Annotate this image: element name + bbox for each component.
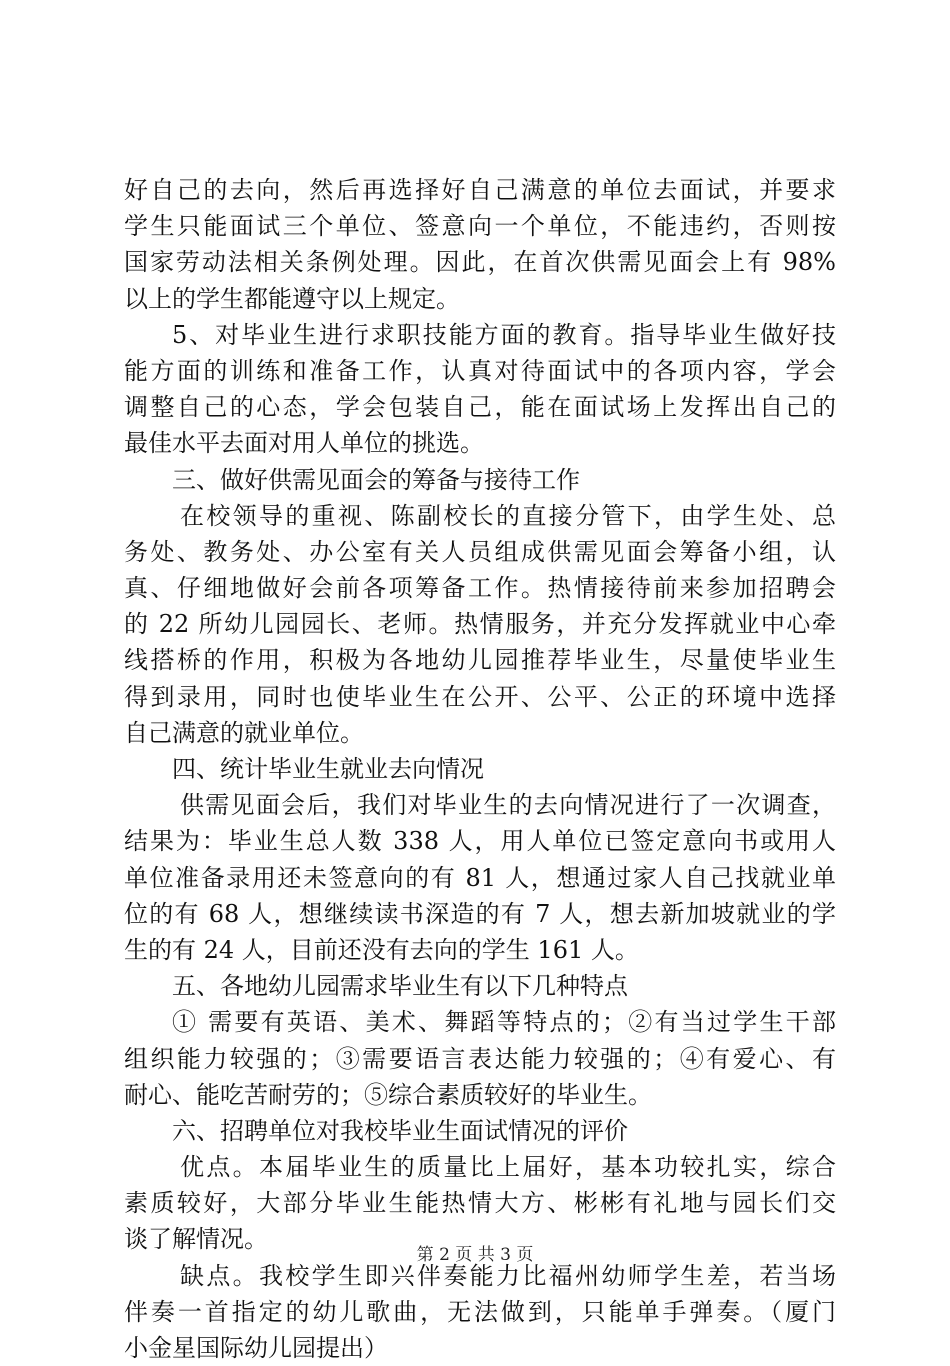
text-line: 组织能力较强的；③需要语言表达能力较强的；④有爱心、有 [124,1044,836,1073]
section-heading: 四、统计毕业生就业去向情况 [172,755,484,783]
text-line: 在校领导的重视、陈副校长的直接分管下，由学生处、总 [180,501,836,530]
text-line: 供需见面会后，我们对毕业生的去向情况进行了一次调查， [180,791,836,820]
text-line: 耐心、能吃苦耐劳的；⑤综合素质较好的毕业生。 [124,1080,652,1109]
section-heading: 三、做好供需见面会的筹备与接待工作 [172,465,580,494]
text-line: 最佳水平去面对用人单位的挑选。 [124,429,484,458]
section-heading: 六、招聘单位对我校毕业生面试情况的评价 [172,1116,628,1145]
text-line: 学生只能面试三个单位、签意向一个单位，不能违约，否则按 [124,212,836,241]
text-line: 5、对毕业生进行求职技能方面的教育。指导毕业生做好技 [172,320,836,349]
text-line: 调整自己的心态，学会包装自己，能在面试场上发挥出自己的 [124,393,836,422]
text-line: 小金星国际幼儿园提出） [124,1334,388,1362]
text-line: 自己满意的就业单位。 [124,718,364,747]
text-line: 结果为：毕业生总人数 338 人，用人单位已签定意向书或用人 [124,827,836,856]
document-body [124,172,836,1366]
text-line: 能方面的训练和准备工作，认真对待面试中的各项内容，学会 [124,356,836,385]
text-line: 国家劳动法相关条例处理。因此，在首次供需见面会上有 98% [124,248,836,277]
text-line: 优点。本届毕业生的质量比上届好，基本功较扎实，综合 [180,1153,836,1182]
text-line: 得到录用，同时也使毕业生在公开、公平、公正的环境中选择 [124,682,836,711]
section-heading: 五、各地幼儿园需求毕业生有以下几种特点 [172,972,628,1001]
text-line: 线搭桥的作用，积极为各地幼儿园推荐毕业生，尽量使毕业生 [124,646,836,675]
text-line: 单位准备录用还未签意向的有 81 人，想通过家人自己找就业单 [124,863,836,892]
text-line: 谈了解情况。 [124,1225,268,1254]
text-line: 伴奏一首指定的幼儿歌曲，无法做到，只能单手弹奏。（厦门 [124,1297,836,1326]
text-line: 好自己的去向，然后再选择好自己满意的单位去面试，并要求 [124,176,836,204]
text-line: ① 需要有英语、美术、舞蹈等特点的；②有当过学生干部 [172,1008,836,1037]
page-footer: 第 2 页 共 3 页 [416,1245,534,1265]
text-line: 真、仔细地做好会前各项筹备工作。热情接待前来参加招聘会 [124,574,836,603]
text-line: 生的有 24 人，目前还没有去向的学生 161 人。 [124,935,639,964]
text-line: 务处、教务处、办公室有关人员组成供需见面会筹备小组，认 [124,537,836,566]
text-line: 的 22 所幼儿园园长、老师。热情服务，并充分发挥就业中心牵 [124,610,836,639]
text-line: 素质较好，大部分毕业生能热情大方、彬彬有礼地与园长们交 [124,1189,836,1218]
text-line: 以上的学生都能遵守以上规定。 [124,284,460,313]
text-line: 缺点。我校学生即兴伴奏能力比福州幼师学生差，若当场 [180,1261,836,1290]
text-line: 位的有 68 人，想继续读书深造的有 7 人，想去新加坡就业的学 [124,899,836,928]
